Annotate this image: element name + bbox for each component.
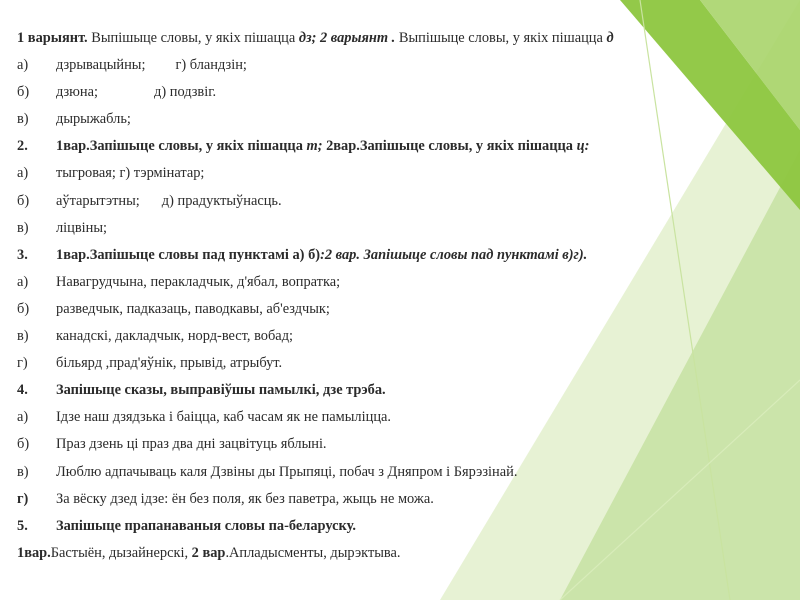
line-6: а) тыгровая; г) тэрмінатар; xyxy=(17,165,205,182)
line-10: а) Навагрудчына, перакладчык, д'ябал, вопратка; xyxy=(17,273,341,290)
line-12: в) канадскі, дакладчык, норд-вест, вобад; xyxy=(17,328,294,345)
line-2: а) дзрывацыйны; г) бландзін; xyxy=(17,57,247,74)
line-5: 2. 1вар.Запішыце словы, у якіх пішацца т; 2вар.Запішыце словы, у якіх пішацца ц: xyxy=(17,138,590,155)
line-14: 4. Запішыце сказы, выправіўшы памылкі, дзе трэба. xyxy=(17,382,386,399)
line-17: в) Люблю адпачываць каля Дзвіны ды Прыпяці, побач з Дняпром і Бярэзінай. xyxy=(17,463,518,480)
line-16: б) Праз дзень ці праз два дні зацвітуць яблыні. xyxy=(17,436,327,453)
line-8: в) ліцвіны; xyxy=(17,219,108,236)
line-9: 3. 1вар.Запішыце словы пад пунктамі а) б):2 вар. Запішыце словы пад пунктамі в)г). xyxy=(17,246,588,263)
line-3: б) дзюна; д) подзвіг. xyxy=(17,84,217,101)
line-11: б) разведчык, падказаць, паводкавы, аб'ездчык; xyxy=(17,300,330,317)
line-18: г) За вёску дзед ідзе: ён без поля, як без паветра, жыць не можа. xyxy=(17,490,434,507)
line-13: г) більярд ,прад'яўнік, прывід, атрыбут. xyxy=(17,355,283,372)
worksheet-text xyxy=(17,25,777,567)
line-20: 1вар.Бастыён, дызайнерскі, 2 вар.Апладысменты, дырэктыва. xyxy=(17,544,401,561)
line-4: в) дырыжабль; xyxy=(17,111,131,128)
line-7: б) аўтарытэтны; д) прадуктыўнасць. xyxy=(17,192,282,209)
line-15: а) Ідзе наш дзядзька і баіцца, каб часам як не памыліцца. xyxy=(17,409,392,426)
line-19: 5. Запішыце прапанаваныя словы па-беларуску. xyxy=(17,517,356,534)
line-1: 1 варыянт. Выпішыце словы, у якіх пішацца дз; 2 варыянт . Выпішыце словы, у якіх пішацца д xyxy=(17,30,614,46)
